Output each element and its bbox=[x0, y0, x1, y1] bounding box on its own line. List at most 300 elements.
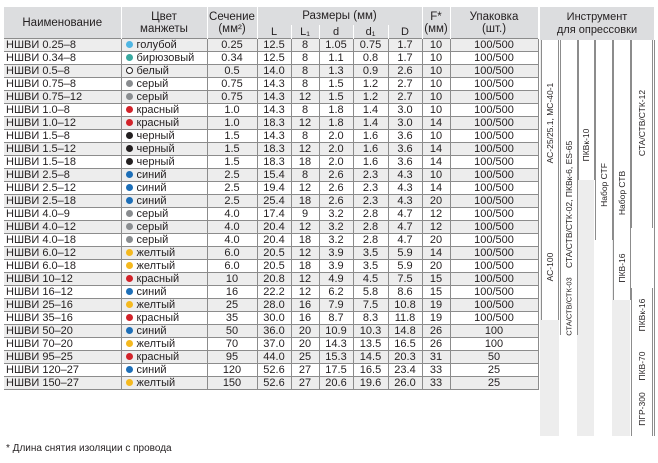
cell-pack: 100/500 bbox=[450, 299, 538, 312]
cell-d1: 2.3 bbox=[353, 182, 388, 195]
tool-label-pkvk10: ПКВк-10 bbox=[581, 128, 591, 162]
cell-d: 1.05 bbox=[319, 39, 353, 52]
color-label: черный bbox=[136, 130, 175, 142]
cell-name: НШВИ 0.25–8 bbox=[4, 39, 121, 52]
tool-label-pkvk16: ПКВк-16 bbox=[637, 298, 647, 332]
cell-pack: 100 bbox=[450, 325, 538, 338]
cell-f: 33 bbox=[422, 364, 450, 377]
cell-d: 26.0 bbox=[388, 377, 422, 390]
tool-label-nabor-ctv: Набор СТВ bbox=[617, 170, 627, 216]
tool-label-pkv16: ПКВ-16 bbox=[617, 253, 627, 283]
cell-d: 2.0 bbox=[319, 130, 353, 143]
cell-d: 3.2 bbox=[319, 208, 353, 221]
cell-d: 3.2 bbox=[319, 221, 353, 234]
cell-d: 2.0 bbox=[319, 156, 353, 169]
cell-d: 4.7 bbox=[388, 208, 422, 221]
cell-d: 3.6 bbox=[388, 156, 422, 169]
color-dot-icon bbox=[126, 197, 133, 204]
color-dot-icon bbox=[126, 301, 133, 308]
cell-d: 1.1 bbox=[319, 52, 353, 65]
table-row bbox=[4, 312, 538, 325]
cell-l1: 9 bbox=[291, 208, 319, 221]
header-tools-line2: для опрессовки bbox=[556, 24, 638, 36]
color-dot-icon bbox=[126, 236, 133, 243]
cell-l: 20.4 bbox=[257, 234, 291, 247]
cell-d: 3.6 bbox=[388, 143, 422, 156]
header-color-line1: Цвет bbox=[151, 10, 177, 23]
cell-d1: 0.8 bbox=[353, 52, 388, 65]
color-label: серый bbox=[136, 208, 169, 220]
cell-d1: 2.3 bbox=[353, 169, 388, 182]
cell-f: 10 bbox=[422, 39, 450, 52]
cell-color bbox=[121, 234, 207, 247]
cell-color bbox=[121, 221, 207, 234]
cell-f: 14 bbox=[422, 247, 450, 260]
cell-d1: 1.6 bbox=[353, 156, 388, 169]
cell-section: 50 bbox=[207, 325, 257, 338]
cell-f: 20 bbox=[422, 260, 450, 273]
cell-l: 37.0 bbox=[257, 338, 291, 351]
table-row bbox=[4, 39, 538, 52]
cell-f: 15 bbox=[422, 273, 450, 286]
cell-color bbox=[121, 182, 207, 195]
cell-d1: 1.6 bbox=[353, 130, 388, 143]
cell-color bbox=[121, 364, 207, 377]
cell-d: 3.9 bbox=[319, 260, 353, 273]
cell-d1: 2.3 bbox=[353, 195, 388, 208]
cell-d: 20.3 bbox=[388, 351, 422, 364]
cell-l1: 18 bbox=[291, 260, 319, 273]
cell-pack: 100/500 bbox=[450, 78, 538, 91]
table-row bbox=[4, 260, 538, 273]
header-color-line2: манжеты bbox=[140, 22, 188, 35]
cell-color bbox=[121, 338, 207, 351]
cell-color bbox=[121, 117, 207, 130]
color-dot-icon bbox=[126, 288, 133, 295]
cell-f: 12 bbox=[422, 221, 450, 234]
cell-color bbox=[121, 143, 207, 156]
color-label: голубой bbox=[136, 39, 177, 51]
table-body bbox=[4, 39, 538, 390]
cell-l1: 8 bbox=[291, 169, 319, 182]
cell-d: 16.5 bbox=[388, 338, 422, 351]
cell-pack: 100/500 bbox=[450, 104, 538, 117]
cell-section: 120 bbox=[207, 364, 257, 377]
color-dot-icon bbox=[126, 327, 133, 334]
table-row bbox=[4, 286, 538, 299]
cell-pack: 100/500 bbox=[450, 208, 538, 221]
cell-color bbox=[121, 312, 207, 325]
footnote: * Длина снятия изоляции с провода bbox=[6, 443, 172, 454]
color-dot-icon bbox=[126, 158, 133, 165]
color-dot-icon bbox=[126, 67, 133, 74]
cell-d1: 3.5 bbox=[353, 260, 388, 273]
cell-d: 4.3 bbox=[388, 182, 422, 195]
cell-l: 20.5 bbox=[257, 260, 291, 273]
header-f bbox=[422, 7, 450, 39]
cell-d: 6.2 bbox=[319, 286, 353, 299]
cell-d1: 14.5 bbox=[353, 351, 388, 364]
cell-l1: 27 bbox=[291, 364, 319, 377]
color-label: красный bbox=[136, 273, 180, 285]
color-label: желтый bbox=[136, 260, 176, 272]
cell-l1: 8 bbox=[291, 78, 319, 91]
table-row bbox=[4, 208, 538, 221]
cell-name: НШВИ 2.5–12 bbox=[4, 182, 121, 195]
color-dot-icon bbox=[126, 366, 133, 373]
cell-l1: 25 bbox=[291, 351, 319, 364]
cell-l1: 27 bbox=[291, 377, 319, 390]
cell-name: НШВИ 2.5–18 bbox=[4, 195, 121, 208]
color-dot-icon bbox=[126, 54, 133, 61]
cell-l: 20.4 bbox=[257, 221, 291, 234]
cell-d: 4.7 bbox=[388, 221, 422, 234]
color-label: синий bbox=[136, 325, 167, 337]
cell-d: 2.6 bbox=[319, 182, 353, 195]
cell-section: 1.5 bbox=[207, 130, 257, 143]
cell-l1: 20 bbox=[291, 338, 319, 351]
cell-l: 14.0 bbox=[257, 65, 291, 78]
cell-d: 1.7 bbox=[388, 52, 422, 65]
cell-l1: 12 bbox=[291, 91, 319, 104]
cell-section: 4.0 bbox=[207, 208, 257, 221]
cell-f: 14 bbox=[422, 117, 450, 130]
cell-section: 25 bbox=[207, 299, 257, 312]
cell-l1: 8 bbox=[291, 130, 319, 143]
cell-color bbox=[121, 286, 207, 299]
cell-section: 35 bbox=[207, 312, 257, 325]
color-label: бирюзовый bbox=[136, 52, 195, 64]
cell-d: 1.7 bbox=[388, 39, 422, 52]
cell-d1: 5.8 bbox=[353, 286, 388, 299]
header-f-line2: (мм) bbox=[424, 22, 448, 35]
cell-d: 23.4 bbox=[388, 364, 422, 377]
header-section-line1: Сечение bbox=[209, 10, 255, 23]
cell-d1: 0.9 bbox=[353, 65, 388, 78]
cell-d: 3.2 bbox=[319, 234, 353, 247]
cell-f: 19 bbox=[422, 312, 450, 325]
cell-d: 17.5 bbox=[319, 364, 353, 377]
header-f-line1: F* bbox=[430, 10, 442, 23]
color-label: синий bbox=[136, 286, 167, 298]
color-label: синий bbox=[136, 169, 167, 181]
cell-name: НШВИ 35–16 bbox=[4, 312, 121, 325]
tool-label-cta-ctk: СТА/СТВ/СТК-02, ПКВк-6, ES-65 bbox=[564, 140, 574, 268]
header-section-line2: (мм²) bbox=[218, 22, 246, 35]
table-row bbox=[4, 117, 538, 130]
table-row bbox=[4, 364, 538, 377]
cell-pack: 100 bbox=[450, 338, 538, 351]
header-sizes: Размеры (мм) bbox=[257, 7, 422, 25]
cell-f: 20 bbox=[422, 195, 450, 208]
cell-d: 7.9 bbox=[319, 299, 353, 312]
color-label: белый bbox=[136, 65, 169, 77]
cell-l1: 8 bbox=[291, 52, 319, 65]
tool-bar-pkvk10 bbox=[578, 40, 595, 180]
cell-name: НШВИ 25–16 bbox=[4, 299, 121, 312]
cell-f: 19 bbox=[422, 299, 450, 312]
color-dot-icon bbox=[126, 106, 133, 113]
cell-name: НШВИ 10–12 bbox=[4, 273, 121, 286]
table-row bbox=[4, 221, 538, 234]
color-label: желтый bbox=[136, 377, 176, 389]
table-row bbox=[4, 338, 538, 351]
table-row bbox=[4, 182, 538, 195]
cell-pack: 100/500 bbox=[450, 260, 538, 273]
cell-pack: 100/500 bbox=[450, 52, 538, 65]
color-dot-icon bbox=[126, 93, 133, 100]
color-dot-icon bbox=[126, 171, 133, 178]
table-row bbox=[4, 65, 538, 78]
cell-d: 15.3 bbox=[319, 351, 353, 364]
table-row bbox=[4, 325, 538, 338]
cell-d: 8.6 bbox=[388, 286, 422, 299]
table-row bbox=[4, 130, 538, 143]
color-label: синий bbox=[136, 364, 167, 376]
cell-color bbox=[121, 52, 207, 65]
table-row bbox=[4, 104, 538, 117]
cell-f: 10 bbox=[422, 169, 450, 182]
cell-color bbox=[121, 156, 207, 169]
cell-section: 0.25 bbox=[207, 39, 257, 52]
cell-f: 15 bbox=[422, 286, 450, 299]
cell-d: 2.6 bbox=[319, 169, 353, 182]
header-tools bbox=[540, 7, 654, 40]
color-label: красный bbox=[136, 312, 180, 324]
color-dot-icon bbox=[126, 340, 133, 347]
cell-l: 52.6 bbox=[257, 364, 291, 377]
tool-bar-cta-ctk bbox=[560, 40, 578, 285]
header-D: D bbox=[388, 25, 422, 39]
cell-f: 31 bbox=[422, 351, 450, 364]
cell-l: 14.3 bbox=[257, 130, 291, 143]
cell-f: 10 bbox=[422, 91, 450, 104]
cell-name: НШВИ 150–27 bbox=[4, 377, 121, 390]
cell-l1: 8 bbox=[291, 65, 319, 78]
cell-pack: 100/500 bbox=[450, 65, 538, 78]
cell-f: 14 bbox=[422, 143, 450, 156]
cell-pack: 25 bbox=[450, 377, 538, 390]
cell-color bbox=[121, 325, 207, 338]
cell-pack: 100/500 bbox=[450, 39, 538, 52]
color-label: синий bbox=[136, 182, 167, 194]
cell-f: 10 bbox=[422, 65, 450, 78]
cell-color bbox=[121, 104, 207, 117]
cell-color bbox=[121, 260, 207, 273]
cell-d: 2.0 bbox=[319, 143, 353, 156]
cell-pack: 50 bbox=[450, 351, 538, 364]
cell-section: 0.34 bbox=[207, 52, 257, 65]
cell-section: 1.5 bbox=[207, 156, 257, 169]
cell-pack: 100/500 bbox=[450, 286, 538, 299]
cell-pack: 100/500 bbox=[450, 182, 538, 195]
cell-d: 1.5 bbox=[319, 78, 353, 91]
cell-l: 36.0 bbox=[257, 325, 291, 338]
color-label: серый bbox=[136, 91, 169, 103]
cell-f: 14 bbox=[422, 182, 450, 195]
cell-l1: 16 bbox=[291, 312, 319, 325]
cell-d: 3.9 bbox=[319, 247, 353, 260]
tool-bar-ac25 bbox=[541, 40, 559, 216]
cell-section: 95 bbox=[207, 351, 257, 364]
cell-l1: 8 bbox=[291, 104, 319, 117]
cell-l: 25.4 bbox=[257, 195, 291, 208]
cell-d: 4.9 bbox=[319, 273, 353, 286]
cell-d: 3.6 bbox=[388, 130, 422, 143]
cell-l1: 20 bbox=[291, 325, 319, 338]
cell-color bbox=[121, 273, 207, 286]
cell-name: НШВИ 6.0–18 bbox=[4, 260, 121, 273]
cell-name: НШВИ 120–27 bbox=[4, 364, 121, 377]
cell-color bbox=[121, 39, 207, 52]
cell-section: 0.75 bbox=[207, 78, 257, 91]
cell-d1: 2.8 bbox=[353, 208, 388, 221]
cell-name: НШВИ 1.5–18 bbox=[4, 156, 121, 169]
header-d: d bbox=[319, 25, 353, 39]
cell-d: 1.8 bbox=[319, 117, 353, 130]
table-row bbox=[4, 156, 538, 169]
cell-section: 0.5 bbox=[207, 65, 257, 78]
table-row bbox=[4, 169, 538, 182]
terminal-table bbox=[4, 7, 539, 390]
cell-d1: 1.4 bbox=[353, 104, 388, 117]
cell-d: 7.5 bbox=[388, 273, 422, 286]
table-row bbox=[4, 52, 538, 65]
cell-f: 10 bbox=[422, 78, 450, 91]
cell-f: 10 bbox=[422, 52, 450, 65]
cell-section: 1.0 bbox=[207, 104, 257, 117]
cell-name: НШВИ 0.75–12 bbox=[4, 91, 121, 104]
cell-name: НШВИ 4.0–9 bbox=[4, 208, 121, 221]
color-label: серый bbox=[136, 78, 169, 90]
cell-section: 4.0 bbox=[207, 234, 257, 247]
cell-d: 4.3 bbox=[388, 169, 422, 182]
cell-pack: 100/500 bbox=[450, 143, 538, 156]
header-pack bbox=[450, 7, 538, 39]
cell-l1: 12 bbox=[291, 182, 319, 195]
table-row bbox=[4, 78, 538, 91]
cell-l1: 18 bbox=[291, 156, 319, 169]
cell-l1: 12 bbox=[291, 221, 319, 234]
cell-d1: 4.5 bbox=[353, 273, 388, 286]
color-dot-icon bbox=[126, 379, 133, 386]
color-dot-icon bbox=[126, 262, 133, 269]
header-name: Наименование bbox=[4, 7, 121, 39]
cell-pack: 100/500 bbox=[450, 91, 538, 104]
tool-bar-pkv16 bbox=[613, 240, 631, 300]
cell-section: 1.5 bbox=[207, 143, 257, 156]
tool-label-ac100: АС-100 bbox=[545, 252, 555, 282]
cell-l1: 16 bbox=[291, 299, 319, 312]
color-dot-icon bbox=[126, 145, 133, 152]
cell-l1: 8 bbox=[291, 39, 319, 52]
cell-section: 150 bbox=[207, 377, 257, 390]
cell-d: 4.7 bbox=[388, 234, 422, 247]
table-row bbox=[4, 143, 538, 156]
cell-f: 10 bbox=[422, 104, 450, 117]
cell-d1: 10.3 bbox=[353, 325, 388, 338]
cell-name: НШВИ 1.5–12 bbox=[4, 143, 121, 156]
color-label: черный bbox=[136, 143, 175, 155]
table-row bbox=[4, 377, 538, 390]
cell-d1: 16.5 bbox=[353, 364, 388, 377]
cell-l: 18.3 bbox=[257, 117, 291, 130]
cell-d: 14.3 bbox=[319, 338, 353, 351]
cell-d: 10.8 bbox=[388, 299, 422, 312]
tool-bar-pkvk16 bbox=[631, 288, 653, 348]
table-row bbox=[4, 234, 538, 247]
cell-d1: 0.75 bbox=[353, 39, 388, 52]
tool-bar-cta-ctk12 bbox=[631, 68, 653, 228]
cell-name: НШВИ 0.75–8 bbox=[4, 78, 121, 91]
cell-l1: 12 bbox=[291, 286, 319, 299]
cell-d1: 2.8 bbox=[353, 234, 388, 247]
cell-l: 18.3 bbox=[257, 143, 291, 156]
cell-name: НШВИ 0.34–8 bbox=[4, 52, 121, 65]
cell-l: 44.0 bbox=[257, 351, 291, 364]
cell-d1: 1.4 bbox=[353, 117, 388, 130]
cell-l: 14.3 bbox=[257, 104, 291, 117]
color-label: синий bbox=[136, 195, 167, 207]
cell-l1: 12 bbox=[291, 273, 319, 286]
cell-d1: 13.5 bbox=[353, 338, 388, 351]
cell-f: 33 bbox=[422, 377, 450, 390]
header-L: L bbox=[257, 25, 291, 39]
cell-d1: 1.2 bbox=[353, 78, 388, 91]
header-section bbox=[207, 7, 257, 39]
color-label: серый bbox=[136, 221, 169, 233]
cell-f: 12 bbox=[422, 208, 450, 221]
cell-l: 15.4 bbox=[257, 169, 291, 182]
cell-l: 17.4 bbox=[257, 208, 291, 221]
color-dot-icon bbox=[126, 80, 133, 87]
tool-bar-nabor-ctf bbox=[595, 40, 613, 240]
color-dot-icon bbox=[126, 184, 133, 191]
cell-l: 52.6 bbox=[257, 377, 291, 390]
table-row bbox=[4, 299, 538, 312]
cell-section: 2.5 bbox=[207, 182, 257, 195]
color-dot-icon bbox=[126, 275, 133, 282]
color-label: красный bbox=[136, 104, 180, 116]
cell-pack: 100/500 bbox=[450, 221, 538, 234]
cell-l: 30.0 bbox=[257, 312, 291, 325]
cell-d: 10.9 bbox=[319, 325, 353, 338]
tool-label-pkv70: ПКВ-70 bbox=[637, 351, 647, 381]
cell-pack: 100/500 bbox=[450, 195, 538, 208]
table-row bbox=[4, 247, 538, 260]
cell-section: 16 bbox=[207, 286, 257, 299]
cell-name: НШВИ 16–12 bbox=[4, 286, 121, 299]
color-label: черный bbox=[136, 156, 175, 168]
cell-f: 26 bbox=[422, 338, 450, 351]
cell-d: 3.0 bbox=[388, 117, 422, 130]
cell-d: 20.6 bbox=[319, 377, 353, 390]
cell-name: НШВИ 2.5–8 bbox=[4, 169, 121, 182]
tool-label-cta-ctk12: СТА/СТВ/СТК-12 bbox=[637, 89, 647, 157]
cell-l: 19.4 bbox=[257, 182, 291, 195]
header-L1: L₁ bbox=[291, 25, 319, 39]
cell-name: НШВИ 95–25 bbox=[4, 351, 121, 364]
cell-section: 70 bbox=[207, 338, 257, 351]
cell-color bbox=[121, 351, 207, 364]
header-pack-line1: Упаковка bbox=[469, 10, 519, 23]
cell-section: 6.0 bbox=[207, 260, 257, 273]
tool-bar-pgr300 bbox=[631, 386, 653, 436]
cell-d: 4.3 bbox=[388, 195, 422, 208]
cell-d1: 2.8 bbox=[353, 221, 388, 234]
cell-l: 14.3 bbox=[257, 78, 291, 91]
color-label: красный bbox=[136, 351, 180, 363]
